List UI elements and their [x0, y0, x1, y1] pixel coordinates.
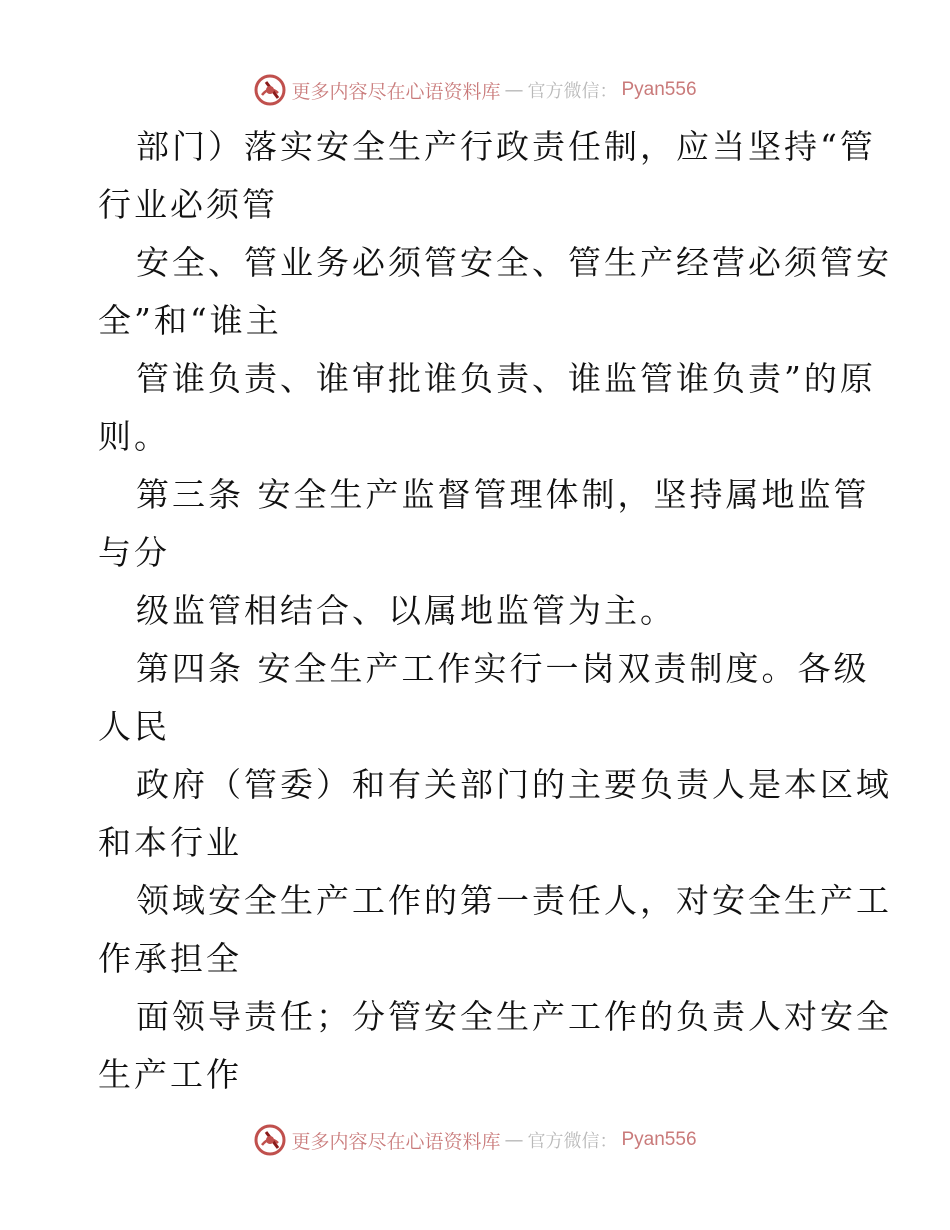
- document-line: 人民: [98, 707, 170, 746]
- document-line: 第四条 安全生产工作实行一岗双责制度。各级: [136, 649, 870, 688]
- document-line: 作承担全: [98, 939, 242, 978]
- document-line: 领域安全生产工作的第一责任人，对安全生产工: [136, 881, 892, 920]
- document-line: 全”和“谁主: [98, 301, 282, 340]
- watermark-account: Pyan556: [621, 79, 697, 100]
- watermark-title: 更多内容尽在心语资料库: [291, 80, 501, 103]
- document-line: 政府（管委）和有关部门的主要负责人是本区域: [136, 765, 892, 804]
- header-watermark: [0, 72, 950, 108]
- watermark-group: [253, 1123, 696, 1157]
- document-line: 级监管相结合、以属地监管为主。: [136, 591, 676, 630]
- document-line: 和本行业: [98, 823, 242, 862]
- document-line: 面领导责任；分管安全生产工作的负责人对安全: [136, 997, 892, 1036]
- document-line: 行业必须管: [98, 185, 278, 224]
- document-line: 管谁负责、谁审批谁负责、谁监管谁负责”的原: [136, 359, 876, 398]
- watermark-wechat-label: 官方微信：: [527, 81, 618, 102]
- document-line: 则。: [98, 417, 170, 456]
- watermark-dash: —: [504, 79, 524, 101]
- watermark-wechat-label: 官方微信：: [527, 1131, 618, 1152]
- watermark-title: 更多内容尽在心语资料库: [291, 1130, 501, 1153]
- document-line: 生产工作: [98, 1055, 242, 1094]
- book-pen-logo-icon: [253, 1123, 287, 1157]
- watermark-dash: —: [504, 1129, 524, 1151]
- document-line: 与分: [98, 533, 170, 572]
- watermark-account: Pyan556: [621, 1129, 697, 1150]
- document-line: 安全、管业务必须管安全、管生产经营必须管安: [136, 243, 892, 282]
- footer-watermark: [0, 1122, 950, 1158]
- document-line: 部门）落实安全生产行政责任制，应当坚持“管: [136, 127, 876, 166]
- document-line: 第三条 安全生产监督管理体制，坚持属地监管: [136, 475, 870, 514]
- document-body: [98, 118, 892, 1104]
- watermark-group: [253, 73, 696, 107]
- book-pen-logo-icon: [253, 73, 287, 107]
